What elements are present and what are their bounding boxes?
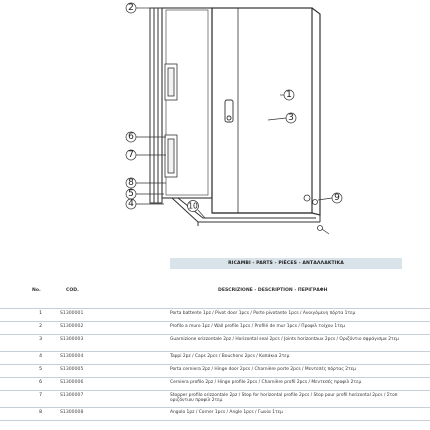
callout-2 xyxy=(126,3,136,13)
table-row xyxy=(0,334,430,351)
row-code: S1300006 xyxy=(60,380,84,385)
svg-text:1: 1 xyxy=(286,90,292,100)
row-number: 7 xyxy=(39,393,42,398)
row-code: S1300007 xyxy=(60,393,84,398)
parts-table-title: RICAMBI - PARTS - PIÈCES - ΑΝΤΑΛΛΑΚΤΙΚΑ xyxy=(170,258,402,269)
row-description: Porta battente 1pz / Pivot door 1pcs / Porte pivotante 1pcs / Ανοιγόμενη πόρτα 1τεμ xyxy=(170,310,356,316)
row-description: Stopper profilo orizzontale 2pz / Stop for horizontal profile 2pcs / Stop pour profil horizontal 2pcs / Στοπ οριζόντιου προφίλ 2τεμ xyxy=(170,392,398,403)
row-code: S1300002 xyxy=(60,324,84,329)
wall-profile xyxy=(150,8,162,203)
svg-text:6: 6 xyxy=(128,132,134,142)
row-number: 3 xyxy=(39,337,42,342)
row-description: Porta cerniera 2pz / Hinge door 2pcs / Charnière porte 2pcs / Μεντεσές πόρτας 2τεμ xyxy=(170,366,356,372)
callout-5 xyxy=(126,189,136,199)
hinge-profile xyxy=(165,64,177,177)
row-number: 2 xyxy=(39,324,42,329)
table-row xyxy=(0,407,430,421)
callout-1 xyxy=(284,90,294,100)
table-row xyxy=(0,321,430,334)
row-description: Guarnizione orizzontale 2pz / Horizontal seal 2pcs / Joints horizontaux 2pcs / Οριζόντιο σφράγισμα 2τεμ xyxy=(170,336,399,342)
svg-text:2: 2 xyxy=(128,3,134,13)
row-description: Cerniera profilo 2pz / Hinge profile 2pcs / Charnière profil 2pcs / Μεντεσές προφίλ 2τεμ xyxy=(170,379,362,385)
callout-6 xyxy=(126,132,136,142)
callout-10 xyxy=(188,201,199,212)
row-number: 6 xyxy=(39,380,42,385)
row-code: S1300003 xyxy=(60,337,84,342)
table-row xyxy=(0,364,430,377)
row-code: S1300004 xyxy=(60,354,84,359)
callout-9 xyxy=(332,193,342,203)
door-handle xyxy=(225,100,233,122)
leader-lines xyxy=(136,8,332,234)
row-description: Tappi 2pz / Caps 2pcs / Bouchons 2pcs / Καπάκια 2τεμ xyxy=(170,353,290,359)
svg-text:9: 9 xyxy=(334,193,340,203)
table-row xyxy=(0,390,430,407)
row-number: 4 xyxy=(39,354,42,359)
svg-text:8: 8 xyxy=(128,178,134,188)
table-row xyxy=(0,351,430,364)
callout-3 xyxy=(286,113,296,123)
row-code: S1300008 xyxy=(60,410,84,415)
callout-8 xyxy=(126,178,136,188)
row-number: 8 xyxy=(39,410,42,415)
row-description: Angolo 1pz / Corner 1pcs / Angle 1pcs / Γωνία 1τεμ xyxy=(170,409,283,415)
svg-text:3: 3 xyxy=(288,113,294,123)
row-code: S1300001 xyxy=(60,311,84,316)
svg-text:5: 5 xyxy=(128,189,134,199)
row-number: 1 xyxy=(39,311,42,316)
svg-text:7: 7 xyxy=(128,150,134,160)
row-number: 5 xyxy=(39,367,42,372)
callout-4 xyxy=(126,199,136,209)
column-header-description: DESCRIZIONE - DESCRIPTION - ΠΕΡΙΓΡΑΦΗ xyxy=(218,288,328,293)
column-header-code: COD. xyxy=(66,288,79,293)
svg-text:10: 10 xyxy=(188,201,198,211)
column-header-no: No. xyxy=(32,288,41,293)
table-row xyxy=(0,308,430,321)
row-description: Profilo a muro 1pz / Wall profile 1pcs / Profilé de mur 1pcs / Προφίλ τοίχου 1τεμ xyxy=(170,323,345,329)
row-code: S1300005 xyxy=(60,367,84,372)
table-row xyxy=(0,377,430,390)
parts-rows xyxy=(0,308,430,421)
callout-7 xyxy=(126,150,136,160)
svg-text:4: 4 xyxy=(128,199,134,209)
